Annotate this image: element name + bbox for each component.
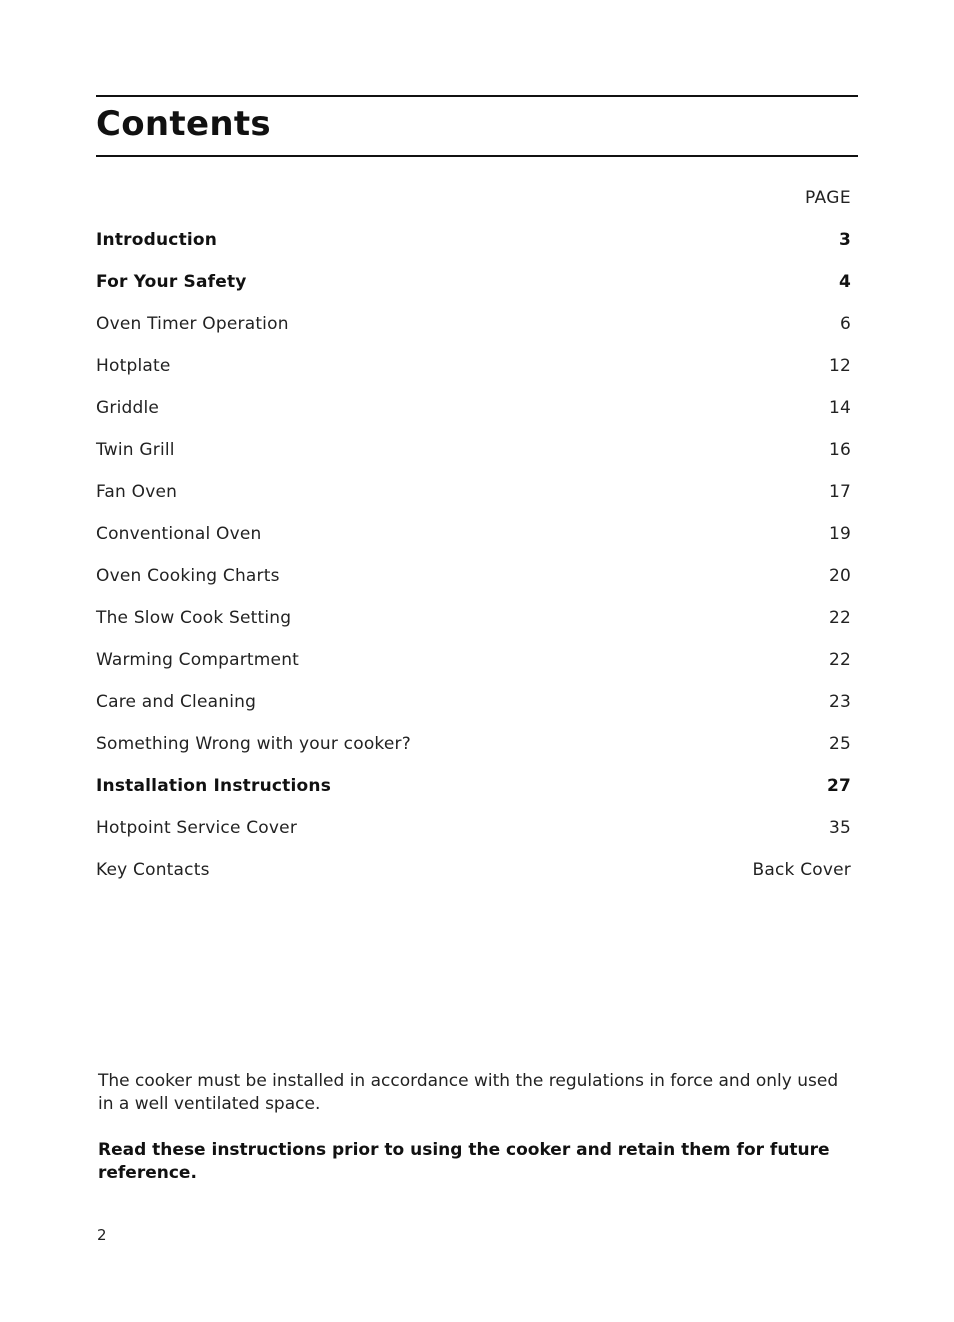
toc-entry[interactable]	[96, 688, 851, 730]
toc-entry[interactable]	[96, 856, 851, 898]
toc-entry-page: 25	[828, 734, 851, 754]
title-top-rule	[96, 95, 858, 97]
toc-entry-label: Griddle	[96, 398, 160, 418]
toc-entry-page: 16	[828, 440, 851, 460]
toc-entry[interactable]	[96, 478, 851, 520]
installation-notice	[98, 1070, 858, 1185]
toc-entry-label: Oven Cooking Charts	[96, 566, 280, 586]
toc-entry-label: The Slow Cook Setting	[96, 608, 292, 628]
toc-entry-label: For Your Safety	[96, 272, 247, 292]
toc-entry-page: 14	[828, 398, 851, 418]
toc-entry-label: Fan Oven	[96, 482, 178, 502]
page-column-header: PAGE	[804, 188, 851, 208]
toc-entry[interactable]	[96, 520, 851, 562]
toc-entry-page: 3	[838, 230, 851, 250]
toc-entry[interactable]	[96, 436, 851, 478]
toc-entry[interactable]	[96, 394, 851, 436]
toc-entry-label: Warming Compartment	[96, 650, 300, 670]
toc-entry[interactable]	[96, 814, 851, 856]
toc-entry-page: 17	[828, 482, 851, 502]
toc-entry-page: 27	[826, 776, 851, 796]
toc-entry[interactable]	[96, 730, 851, 772]
toc-entry[interactable]	[96, 772, 851, 814]
toc-entry-label: Conventional Oven	[96, 524, 262, 544]
toc-entry-page: 6	[839, 314, 851, 334]
toc-entry-label: Care and Cleaning	[96, 692, 257, 712]
toc-entry-page: 22	[828, 608, 851, 628]
title-bottom-rule	[96, 155, 858, 157]
toc-entry-page: 23	[828, 692, 851, 712]
toc-entry-label: Hotplate	[96, 356, 171, 376]
page-title: Contents	[96, 104, 271, 144]
toc-entry[interactable]	[96, 562, 851, 604]
toc-entry-label: Something Wrong with your cooker?	[96, 734, 411, 754]
toc-entry[interactable]	[96, 226, 851, 268]
toc-entry-label: Key Contacts	[96, 860, 210, 880]
toc-entry-page: 20	[828, 566, 851, 586]
toc-entry[interactable]	[96, 604, 851, 646]
toc-entry-page: 19	[828, 524, 851, 544]
regulation-text: The cooker must be installed in accordance with the regulations in force and only used in a well ventilated space.	[98, 1071, 839, 1114]
toc-entry[interactable]	[96, 352, 851, 394]
toc-entry-label: Twin Grill	[96, 440, 175, 460]
toc-entry-page: 4	[838, 272, 851, 292]
toc-entry[interactable]	[96, 646, 851, 688]
toc-entry[interactable]	[96, 310, 851, 352]
toc-entry[interactable]	[96, 268, 851, 310]
toc-entry-label: Introduction	[96, 230, 218, 250]
table-of-contents	[96, 226, 851, 898]
toc-entry-label: Oven Timer Operation	[96, 314, 289, 334]
page-number: 2	[97, 1226, 107, 1244]
toc-entry-label: Installation Instructions	[96, 776, 332, 796]
toc-entry-page: 22	[828, 650, 851, 670]
toc-entry-page: Back Cover	[752, 860, 851, 880]
toc-entry-label: Hotpoint Service Cover	[96, 818, 298, 838]
read-instructions-warning: Read these instructions prior to using the cooker and retain them for future reference.	[98, 1140, 830, 1183]
toc-entry-page: 12	[828, 356, 851, 376]
toc-entry-page: 35	[828, 818, 851, 838]
